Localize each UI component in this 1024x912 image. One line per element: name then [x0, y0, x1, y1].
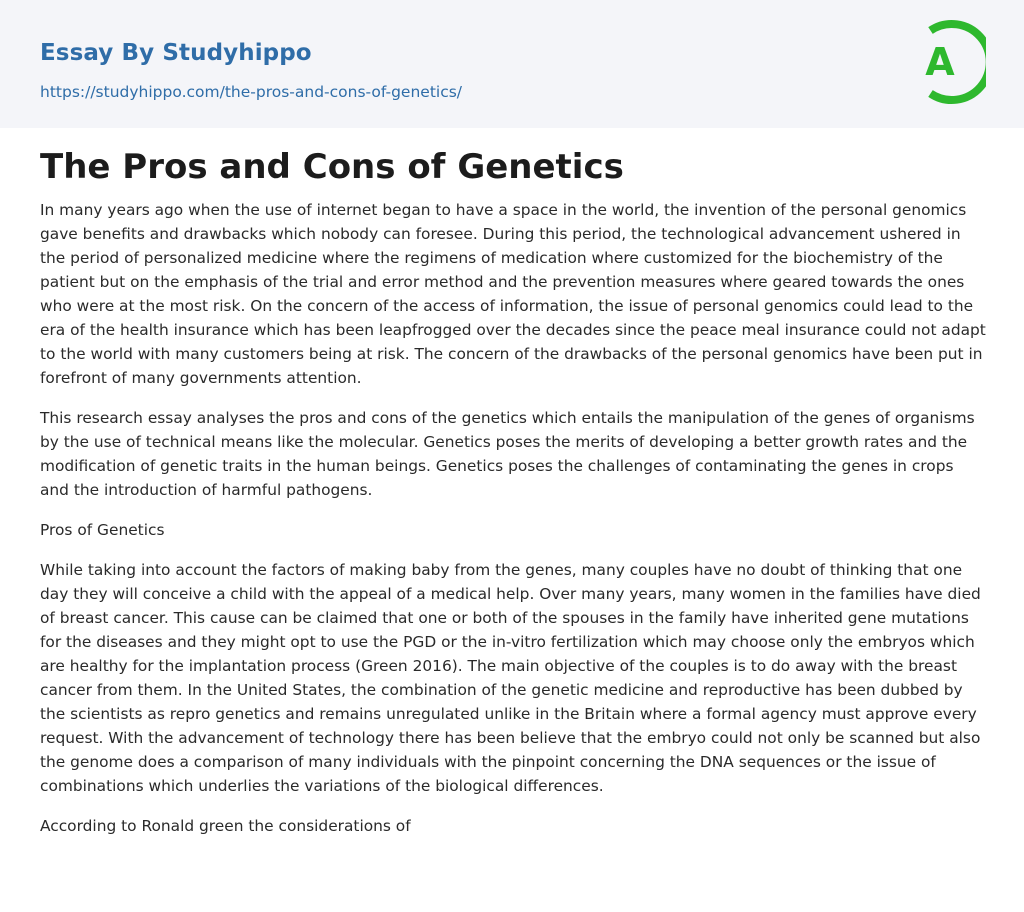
- essay-paragraph-1: In many years ago when the use of internet began to have a space in the world, the invention of the personal genomics gave benefits and drawbacks which nobody can foresee. During this period, the technological advancement ushered in the period of personalized medicine where the regimens of medication where customized for the biochemistry of the patient but on the emphasis of the trial and error method and the prevention measures where geared towards the ones who were at the most risk. On the concern of the access of information, the issue of personal genomics could lead to the era of the health insurance which has been leapfrogged over the decades since the peace meal insurance could not adapt to the world with many customers being at risk. The concern of the drawbacks of the personal genomics have been put in forefront of many governments attention.: [40, 201, 986, 387]
- essay-paragraph-2: This research essay analyses the pros and cons of the genetics which entails the manipulation of the genes of organisms by the use of technical means like the molecular. Genetics poses the merits of developing a better growth rates and the modification of genetic traits in the human beings. Genetics poses the challenges of contaminating the genes in crops and the introduction of harmful pathogens.: [40, 409, 975, 499]
- section-heading-pros: Pros of Genetics: [40, 521, 165, 539]
- circle-a-logo-icon[interactable]: [912, 18, 986, 106]
- site-header: [0, 0, 1024, 128]
- site-brand-title[interactable]: Essay By Studyhippo: [40, 40, 312, 66]
- essay-paragraph-3: While taking into account the factors of making baby from the genes, many couples have no doubt of thinking that one day they will conceive a child with the appeal of a medical help. Over many years, many women in the families have died of breast cancer. This cause can be claimed that one or both of the spouses in the family have inherited gene mutations for the diseases and they might opt to use the PGD or the in-vitro fertilization which may choose only the embryos which are healthy for the implantation process (Green 2016). The main objective of the couples is to do away with the breast cancer from them. In the United States, the combination of the genetic medicine and reproductive has been dubbed by the scientists as repro genetics and remains unregulated unlike in the Britain where a formal agency must approve every request. With the advancement of technology there has been believe that the embryo could not only be scanned but also the genome does a comparison of many individuals with the pinpoint concerning the DNA sequences or the issue of combinations which underlies the variations of the biological differences.: [40, 561, 981, 795]
- logo-letter: A: [925, 40, 955, 84]
- essay-paragraph-4: According to Ronald green the considerations of: [40, 817, 411, 835]
- essay-url-link[interactable]: https://studyhippo.com/the-pros-and-cons-of-genetics/: [40, 83, 463, 101]
- page-title: The Pros and Cons of Genetics: [40, 147, 624, 187]
- essay-article: [40, 144, 986, 854]
